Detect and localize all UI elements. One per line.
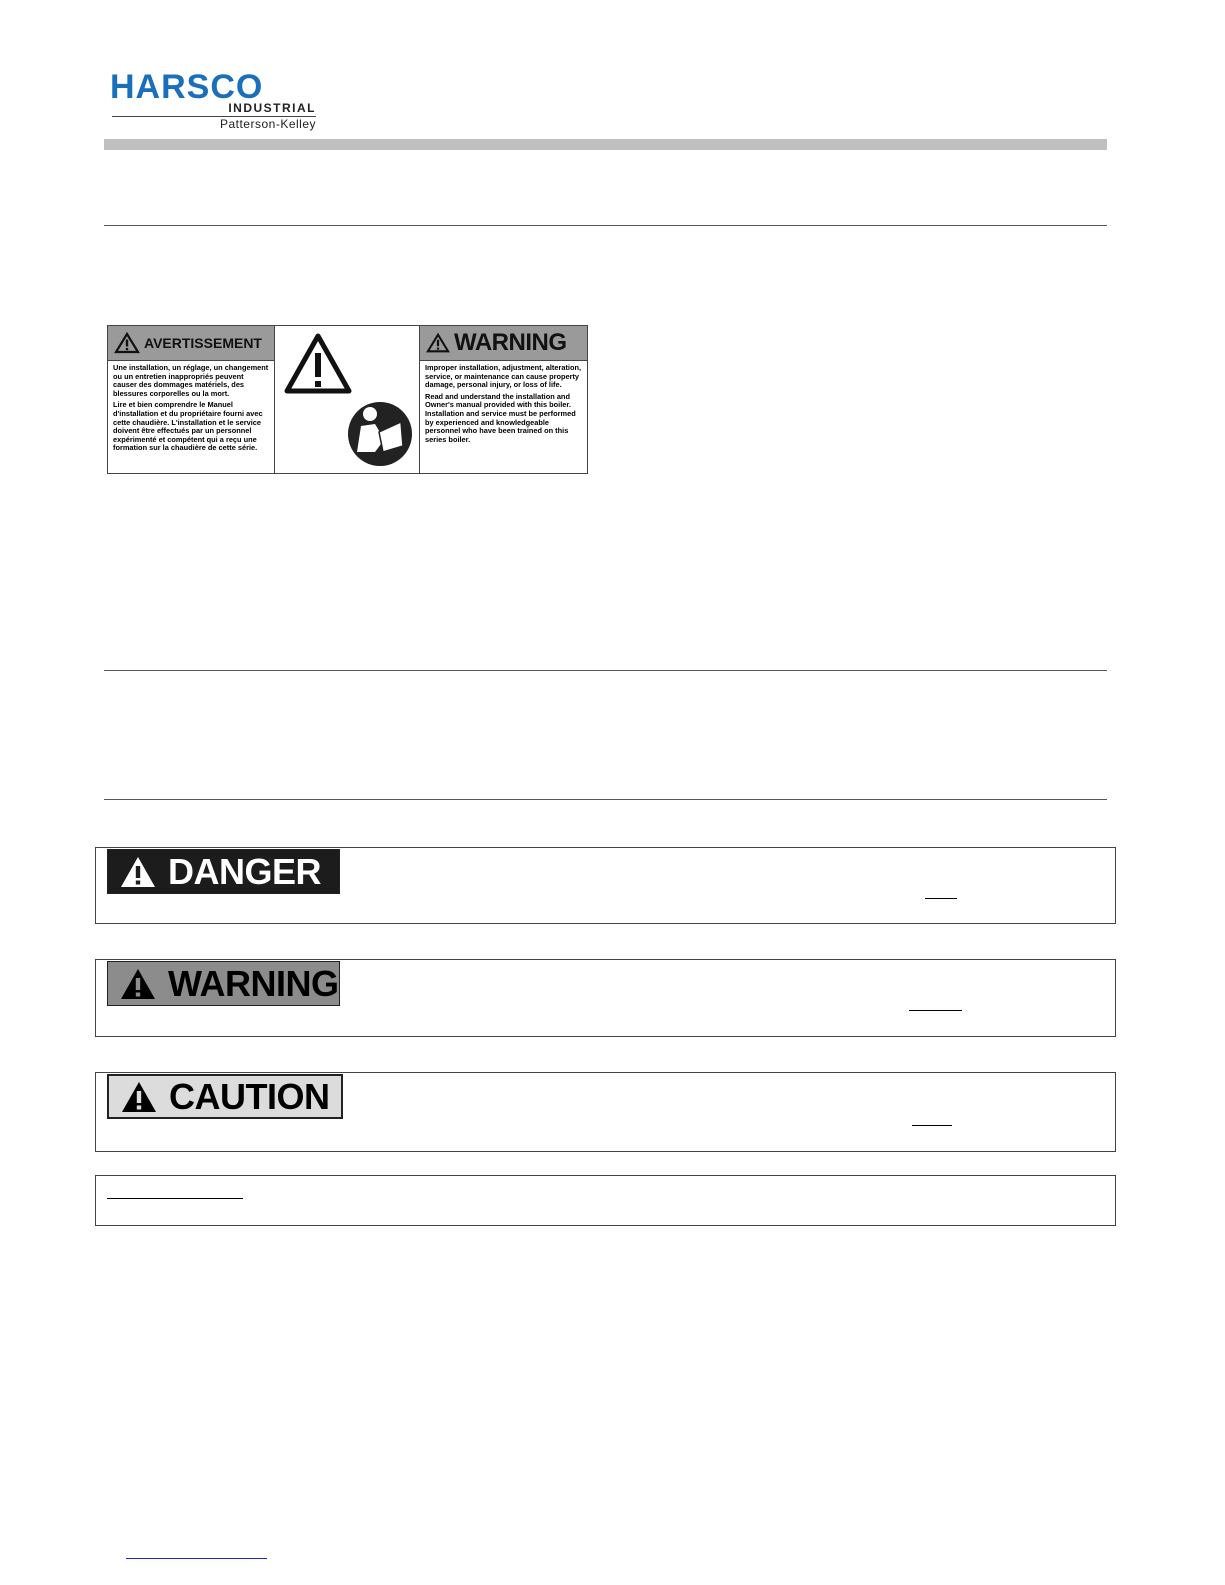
header-bar — [104, 139, 1107, 150]
divider-1 — [104, 225, 1107, 226]
warning-box — [95, 959, 1116, 1037]
divider-3 — [104, 799, 1107, 800]
warning-badge — [107, 961, 340, 1006]
danger-label: DANGER — [168, 850, 322, 892]
label-french-text-1: Une installation, un réglage, un changement ou un entretien inappropriés peuvent causer des dommages matériels, des blessures corporelles ou la mort. — [113, 363, 269, 398]
warning-triangle-icon — [121, 1081, 157, 1113]
caution-label: CAUTION — [169, 1075, 330, 1117]
notice-underline — [107, 1198, 243, 1199]
logo-division: INDUSTRIAL — [228, 101, 316, 115]
divider-2 — [104, 670, 1107, 671]
company-logo — [110, 70, 320, 134]
danger-badge — [107, 849, 340, 894]
caution-underline — [912, 1125, 952, 1126]
label-english-header — [420, 326, 587, 361]
logo-brand: HARSCO — [110, 68, 264, 106]
label-french-title: AVERTISSEMENT — [144, 335, 262, 351]
read-manual-icon — [348, 402, 412, 466]
warning-underline — [909, 1010, 962, 1011]
caution-box — [95, 1072, 1116, 1152]
caution-badge — [107, 1074, 343, 1119]
label-french-text-2: Lire et bien comprendre le Manuel d'installation et du propriétaire fourni avec cette chaudière. L'installation et le service doivent être effectués par un personnel expérimenté et compétent qui a reçu une formation sur la chaudière de cette série. — [113, 400, 263, 453]
warning-triangle-icon — [114, 332, 140, 354]
label-english-title: WARNING — [454, 329, 567, 356]
warning-triangle-icon — [120, 856, 156, 888]
label-english-text-1: Improper installation, adjustment, alteration, service, or maintenance can cause property damage, personal injury, or loss of life. — [425, 363, 582, 390]
warning-label: WARNING — [168, 962, 339, 1004]
label-pictogram-panel — [275, 326, 420, 473]
warning-triangle-icon — [287, 336, 349, 391]
boiler-warning-label — [107, 325, 588, 474]
footnote-link-underline — [126, 1558, 267, 1559]
warning-triangle-icon — [426, 332, 450, 354]
danger-underline — [925, 898, 957, 899]
pictograms — [275, 326, 420, 473]
warning-triangle-icon — [120, 968, 156, 1000]
logo-company: Patterson-Kelley — [219, 117, 316, 131]
danger-box — [95, 847, 1116, 924]
label-french-panel — [108, 326, 275, 473]
label-english-panel — [420, 326, 587, 473]
label-english-text-2: Read and understand the installation and Owner's manual provided with this boiler. Installation and service must be performed by experienced and knowledgeable personnel who have been trained on this series boiler. — [425, 391, 576, 444]
notice-box — [95, 1175, 1116, 1226]
label-french-header — [108, 326, 274, 361]
